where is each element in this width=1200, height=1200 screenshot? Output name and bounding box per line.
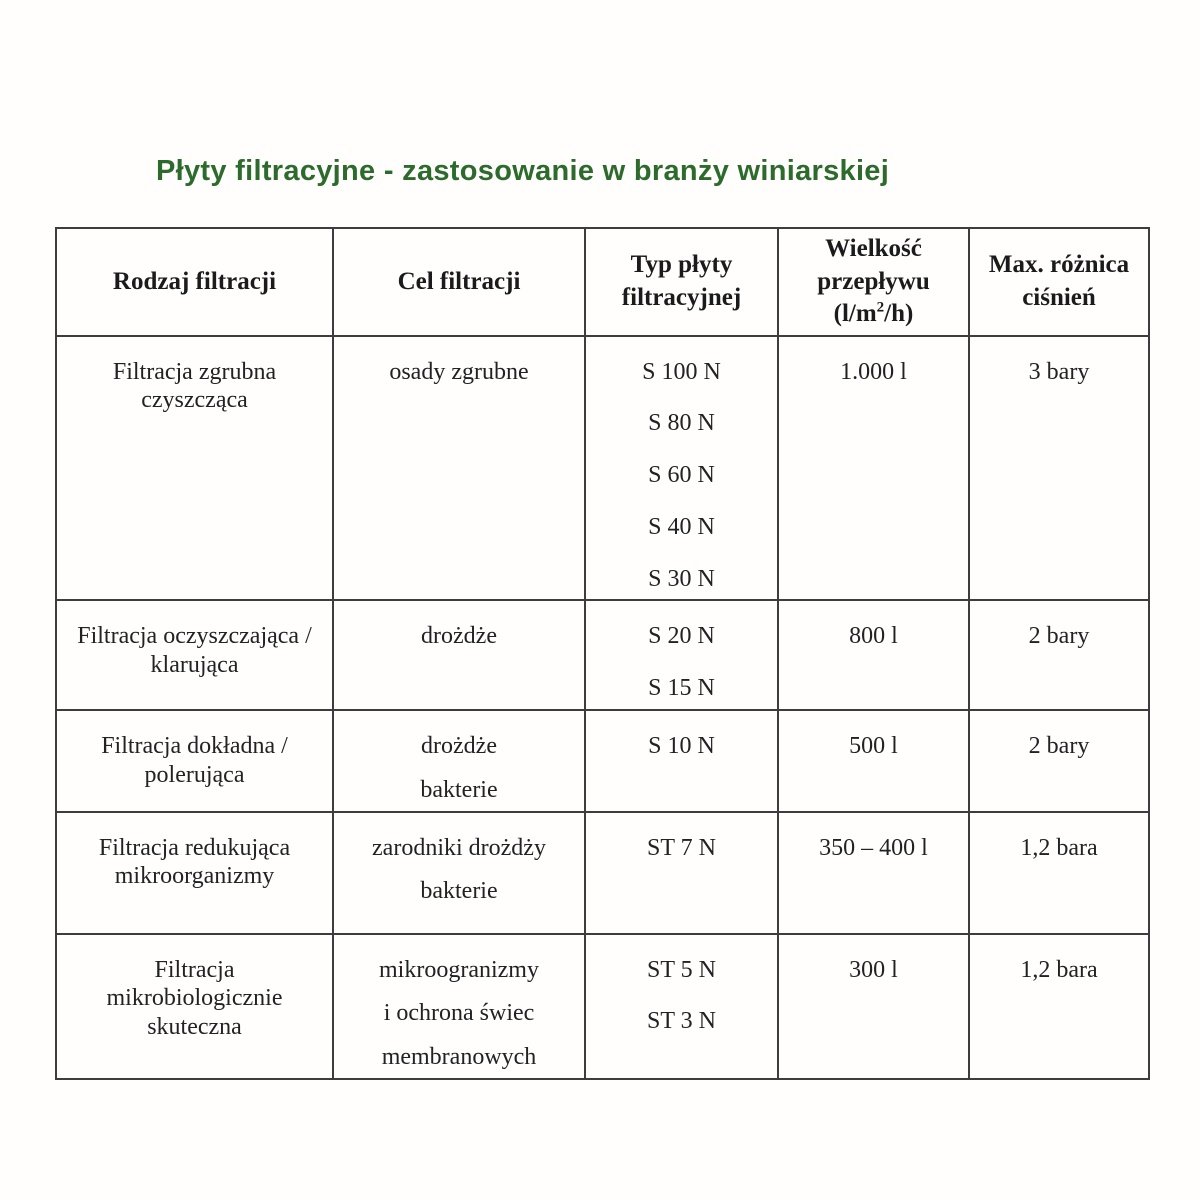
cell-line: i ochrona świec bbox=[383, 1000, 535, 1027]
cell-line: Rodzaj filtracji bbox=[112, 267, 277, 295]
header-cell-lines bbox=[592, 249, 771, 314]
cell-line: Typ płyty bbox=[630, 251, 733, 279]
flow-value: 800 l bbox=[849, 623, 898, 650]
cell-line: Filtracja bbox=[154, 956, 235, 983]
cell-lines bbox=[65, 358, 324, 416]
cell-lines bbox=[342, 732, 576, 805]
unit-prefix: (l/m bbox=[833, 300, 877, 327]
pressure-value: 2 bary bbox=[1028, 733, 1090, 760]
cell-line: skuteczna bbox=[147, 1014, 242, 1041]
cell-line: S 30 N bbox=[648, 565, 715, 592]
cell-lines bbox=[594, 622, 769, 703]
cell-line: S 80 N bbox=[648, 410, 715, 437]
header-rodzaj-filtracji bbox=[56, 228, 333, 336]
cell-cel-filtracji bbox=[333, 812, 585, 934]
cell-rodzaj-filtracji bbox=[56, 812, 333, 934]
cell-line: S 15 N bbox=[648, 675, 715, 702]
header-line: Wielkość bbox=[825, 235, 922, 262]
cell-typ-plyty bbox=[585, 934, 778, 1079]
header-cell-lines bbox=[340, 266, 578, 299]
cell-lines bbox=[342, 956, 576, 1072]
cell-line: S 10 N bbox=[648, 733, 715, 760]
cell-lines bbox=[594, 956, 769, 1037]
filter-plates-table bbox=[55, 227, 1150, 1080]
cell-line: membranowych bbox=[381, 1044, 537, 1071]
page-title: Płyty filtracyjne - zastosowanie w branży winiarskiej bbox=[156, 155, 890, 187]
cell-cel-filtracji bbox=[333, 710, 585, 812]
header-wielkosc-przeplywu bbox=[778, 228, 969, 336]
pressure-value: 3 bary bbox=[1028, 358, 1090, 385]
unit-superscript: 2 bbox=[876, 299, 885, 316]
pressure-value: 2 bary bbox=[1028, 623, 1090, 650]
cell-wielkosc-przeplywu bbox=[778, 934, 969, 1079]
cell-line: Max. różnica bbox=[988, 251, 1130, 279]
cell-max-roznica-cisnien bbox=[969, 812, 1149, 934]
cell-lines bbox=[65, 622, 324, 680]
cell-cel-filtracji bbox=[333, 600, 585, 710]
cell-line: Filtracja redukująca bbox=[98, 834, 291, 861]
cell-line: Cel filtracji bbox=[397, 267, 521, 295]
table-header-row bbox=[56, 228, 1149, 336]
cell-line: Filtracja dokładna / bbox=[101, 733, 288, 760]
cell-line: mikrobiologicznie bbox=[106, 985, 283, 1012]
table-row-filtracja-dokladna bbox=[56, 710, 1149, 812]
cell-line: osady zgrubne bbox=[389, 358, 529, 385]
cell-line: filtracyjnej bbox=[621, 283, 742, 311]
cell-lines bbox=[65, 834, 324, 892]
cell-typ-plyty bbox=[585, 710, 778, 812]
cell-lines bbox=[594, 358, 769, 594]
cell-line: czyszcząca bbox=[141, 387, 248, 414]
cell-line: bakterie bbox=[420, 878, 498, 905]
cell-max-roznica-cisnien bbox=[969, 934, 1149, 1079]
cell-line: zarodniki drożdży bbox=[372, 834, 546, 861]
cell-line: ST 7 N bbox=[647, 834, 716, 861]
cell-rodzaj-filtracji bbox=[56, 710, 333, 812]
cell-line: mikroogranizmy bbox=[379, 956, 539, 983]
cell-lines bbox=[65, 956, 324, 1042]
cell-line: S 100 N bbox=[642, 358, 721, 385]
cell-line: Filtracja zgrubna bbox=[112, 358, 277, 385]
cell-line: S 20 N bbox=[648, 623, 715, 650]
header-cel-filtracji bbox=[333, 228, 585, 336]
cell-lines bbox=[342, 834, 576, 907]
cell-wielkosc-przeplywu bbox=[778, 812, 969, 934]
cell-line: ST 5 N bbox=[647, 956, 716, 983]
header-cell-lines bbox=[63, 266, 326, 299]
cell-line: S 40 N bbox=[648, 513, 715, 540]
cell-typ-plyty bbox=[585, 336, 778, 601]
flow-value: 300 l bbox=[849, 956, 898, 983]
cell-lines bbox=[594, 732, 769, 761]
cell-max-roznica-cisnien bbox=[969, 600, 1149, 710]
cell-lines bbox=[65, 732, 324, 790]
header-line: przepływu bbox=[817, 267, 930, 295]
cell-wielkosc-przeplywu bbox=[778, 600, 969, 710]
cell-cel-filtracji bbox=[333, 336, 585, 601]
cell-lines bbox=[342, 358, 576, 387]
cell-line: bakterie bbox=[420, 776, 498, 803]
cell-line: klarująca bbox=[150, 652, 239, 679]
pressure-value: 1,2 bara bbox=[1020, 956, 1098, 983]
cell-line: drożdże bbox=[421, 733, 497, 760]
unit-suffix: /h) bbox=[884, 300, 914, 327]
cell-line: drożdże bbox=[421, 623, 497, 650]
cell-rodzaj-filtracji bbox=[56, 600, 333, 710]
header-max-roznica-cisnien bbox=[969, 228, 1149, 336]
cell-line: polerująca bbox=[144, 761, 245, 788]
cell-wielkosc-przeplywu bbox=[778, 336, 969, 601]
table-row-filtracja-zgrubna bbox=[56, 336, 1149, 601]
cell-typ-plyty bbox=[585, 600, 778, 710]
flow-value: 500 l bbox=[849, 733, 898, 760]
pressure-value: 1,2 bara bbox=[1020, 834, 1098, 861]
cell-lines bbox=[342, 622, 576, 651]
cell-wielkosc-przeplywu bbox=[778, 710, 969, 812]
table-row-filtracja-mikrobiologiczna bbox=[56, 934, 1149, 1079]
cell-line: ST 3 N bbox=[647, 1008, 716, 1035]
cell-cel-filtracji bbox=[333, 934, 585, 1079]
flow-rate-unit bbox=[785, 298, 962, 331]
table-row-filtracja-redukujaca bbox=[56, 812, 1149, 934]
cell-rodzaj-filtracji bbox=[56, 934, 333, 1079]
cell-line: ciśnień bbox=[1022, 283, 1096, 311]
cell-line: Filtracja oczyszczająca / bbox=[77, 623, 312, 650]
cell-line: S 60 N bbox=[648, 462, 715, 489]
table-row-filtracja-oczyszczajaca bbox=[56, 600, 1149, 710]
cell-line: mikroorganizmy bbox=[114, 863, 275, 890]
cell-lines bbox=[594, 834, 769, 863]
cell-rodzaj-filtracji bbox=[56, 336, 333, 601]
cell-typ-plyty bbox=[585, 812, 778, 934]
cell-max-roznica-cisnien bbox=[969, 336, 1149, 601]
flow-value: 1.000 l bbox=[840, 358, 907, 385]
header-cell-lines bbox=[976, 249, 1142, 314]
flow-value: 350 – 400 l bbox=[819, 834, 928, 861]
header-typ-plyty bbox=[585, 228, 778, 336]
cell-max-roznica-cisnien bbox=[969, 710, 1149, 812]
